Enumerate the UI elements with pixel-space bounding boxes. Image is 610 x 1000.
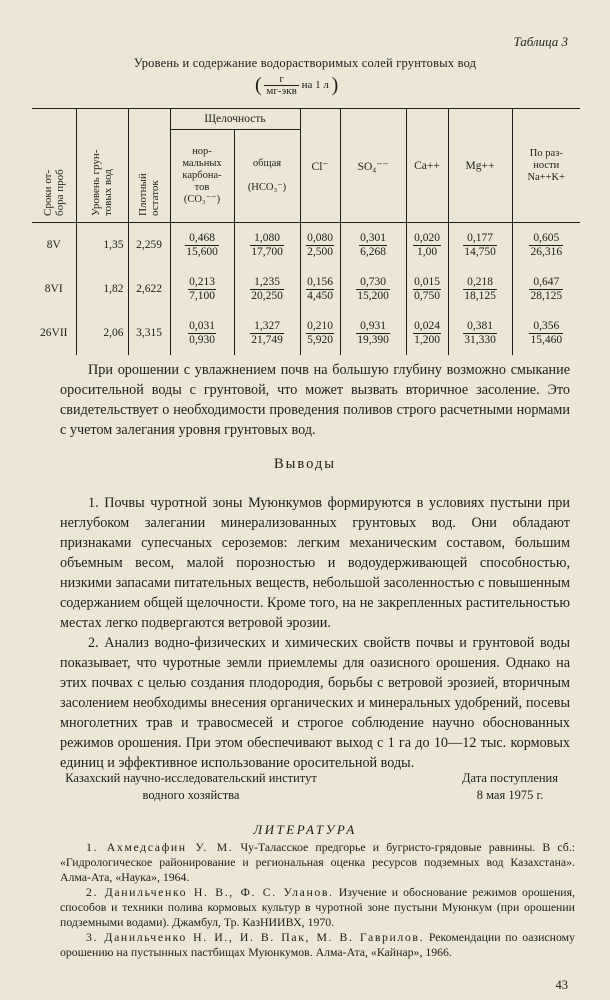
- table-title: Уровень и содержание водорастворимых солей грунтовых вод: [133, 56, 477, 70]
- header-normal-carbonates: нор- мальных карбона- тов (CO₃⁻⁻): [170, 130, 234, 223]
- cell-level: 2,06: [76, 311, 128, 355]
- date-label: Дата поступления: [462, 771, 558, 785]
- date-value: 8 мая 1975 г.: [476, 788, 544, 802]
- cell-diff: [512, 267, 580, 311]
- header-cl: Cl⁻: [300, 109, 340, 223]
- cell-mg-value: 0,024: [414, 319, 440, 332]
- received-date: [440, 770, 580, 804]
- table-units: ( $\frac{г}{\text{мг-экв}}$ на 1 л ): [255, 73, 339, 97]
- cell-meq-value: 15,200: [357, 289, 389, 302]
- cell-level: 1,82: [76, 267, 128, 311]
- cell-mg: [448, 267, 512, 311]
- cell-cl: [300, 267, 340, 311]
- cell-mg-value: 0,031: [189, 319, 215, 332]
- header-level: Уровень грун- товых вод: [76, 109, 128, 223]
- table-row: [32, 267, 580, 311]
- reference-item: 3. Данильченко Н. И., И. В. Пак, М. В. Гаврилов. Рекомендации по оазисному орошению на пустынных пастбищах Муюнкумов. Алма-Ата, «Кайнар», 1966.: [60, 930, 575, 959]
- cell-residue: 3,315: [128, 311, 170, 355]
- header-total-alkalinity: общая (HCO₃⁻): [234, 130, 300, 223]
- cell-mg-value: 0,647: [529, 276, 563, 290]
- header-residue: Плотный остаток: [128, 109, 170, 223]
- cell-cl: [300, 311, 340, 355]
- cell-date: 8VI: [44, 283, 63, 295]
- cell-level: 1,35: [76, 223, 128, 268]
- cell-residue: 2,622: [128, 267, 170, 311]
- cell-mg-value: 0,213: [189, 275, 215, 288]
- cell-mg-value: 1,080: [250, 232, 284, 246]
- conclusion-item: 1. Почвы чуротной зоны Муюнкумов формируются в условиях пустыни при неглубоком залегании минерализованных грунтовых вод. Они обладают признаками супесчаных сероземов: легким механическим составом, большим объемным весом, малой порозностью и водоудерживающей способностью, низкими запасами питательных веществ, небольшой засоленностью с повышенным содержанием общей щелочности. Кроме того, на не закрепленных растительностью местах легко подвергаются ветровой эрозии.: [60, 495, 570, 631]
- cell-mg-value: 0,730: [356, 276, 390, 290]
- cell-meq-value: 15,600: [186, 245, 218, 258]
- cell-mg-value: 0,381: [463, 320, 497, 334]
- cell-date: 8V: [46, 239, 61, 251]
- cell-mg-value: 0,931: [356, 320, 390, 334]
- cell-so4: [340, 223, 406, 268]
- cell-meq-value: 17,700: [251, 245, 283, 258]
- page-number: 43: [555, 978, 568, 992]
- cell-mg-value: 1,235: [250, 276, 284, 290]
- cell-meq-value: 26,316: [530, 245, 563, 258]
- cell-mg-value: 0,218: [463, 276, 497, 290]
- cell-ca: [406, 267, 448, 311]
- cell-mg-value: 0,177: [463, 232, 497, 246]
- cell-so4: [340, 267, 406, 311]
- salts-table: [32, 108, 580, 355]
- cell-meq-value: 20,250: [251, 289, 283, 302]
- cell-mg-value: 0,020: [414, 231, 440, 244]
- header-alkalinity: Щелочность: [170, 109, 300, 130]
- units-suffix: на 1 л: [301, 79, 329, 92]
- reference-item: 2. Данильченко Н. В., Ф. С. Уланов. Изучение и обоснование режимов орошения, способов и техники полива кормовых культур в чуротной зоне пустыни Муюнкум (при орошении подземными водами). Джамбул, Тр. КазНИИВХ, 1970.: [60, 885, 575, 929]
- cell-total: [234, 223, 300, 268]
- cell-mg-value: 1,327: [250, 320, 284, 334]
- reference-item: 1. Ахмедсафин У. М. Чу-Таласское предгорье и бугристо-грядовые равнины. В сб.: «Гидрологическое районирование и региональная оценка ресурсов подземных вод Казахстана». Алма-Ата, «Наука», 1964.: [60, 840, 575, 884]
- cell-ca: [406, 223, 448, 268]
- conclusions-heading: Выводы: [273, 456, 337, 472]
- conclusions-list: [60, 493, 570, 773]
- cell-meq-value: 14,750: [464, 245, 496, 258]
- cell-meq-value: 0,750: [414, 289, 440, 302]
- header-date: Сроки от- бора проб: [32, 109, 76, 223]
- references: [60, 840, 575, 960]
- cell-mg-value: 0,015: [414, 275, 440, 288]
- cell-residue: 2,259: [128, 223, 170, 268]
- cell-normal: [170, 311, 234, 355]
- cell-meq-value: 7,100: [189, 289, 215, 302]
- cell-mg-value: 0,080: [307, 231, 333, 244]
- units-denominator: мг-экв: [266, 85, 297, 97]
- table-row: [32, 223, 580, 268]
- cell-meq-value: 4,450: [307, 289, 333, 302]
- cell-meq-value: 15,460: [530, 333, 563, 346]
- header-diff: По раз- ности Na++K+: [512, 109, 580, 223]
- cell-normal: [170, 223, 234, 268]
- cell-meq-value: 19,390: [357, 333, 389, 346]
- cell-diff: [512, 311, 580, 355]
- cell-mg-value: 0,356: [529, 320, 563, 334]
- cell-meq-value: 18,125: [464, 289, 496, 302]
- cell-meq-value: 28,125: [530, 289, 563, 302]
- cell-date: 26VII: [40, 327, 68, 339]
- table-label: Таблица 3: [513, 34, 568, 49]
- cell-diff: [512, 223, 580, 268]
- cell-mg-value: 0,301: [360, 231, 386, 244]
- cell-meq-value: 1,200: [414, 333, 440, 346]
- institute-line1: Казахский научно-исследовательский институт: [65, 771, 317, 785]
- cell-ca: [406, 311, 448, 355]
- cell-mg-value: 0,156: [307, 275, 333, 288]
- cell-cl: [300, 223, 340, 268]
- cell-mg-value: 0,605: [529, 232, 563, 246]
- header-ca: Ca++: [406, 109, 448, 223]
- cell-mg: [448, 223, 512, 268]
- cell-meq-value: 31,330: [464, 333, 496, 346]
- cell-meq-value: 1,00: [416, 245, 438, 258]
- literature-heading: ЛИТЕРАТУРА: [253, 822, 357, 837]
- cell-mg-value: 0,210: [307, 319, 333, 332]
- units-numerator: г: [264, 74, 298, 86]
- cell-total: [234, 267, 300, 311]
- cell-total: [234, 311, 300, 355]
- cell-so4: [340, 311, 406, 355]
- institute-line2: водного хозяйства: [142, 788, 240, 802]
- cell-mg-value: 0,468: [185, 232, 219, 246]
- table-row: [32, 311, 580, 355]
- intro-paragraph: [60, 360, 570, 440]
- cell-meq-value: 6,268: [360, 245, 386, 258]
- cell-normal: [170, 267, 234, 311]
- cell-meq-value: 2,500: [307, 245, 333, 258]
- cell-meq-value: 5,920: [307, 333, 333, 346]
- header-so4: SO₄⁻⁻: [340, 109, 406, 223]
- intro-text: При орошении с увлажнением почв на большую глубину возможно смыкание оросительной воды с грунтовой, что может вызвать вторичное засоление. Это свидетельствует о необходимости проведения поливов строго расчетными нормами с учетом залегания уровня грунтовых вод.: [60, 362, 570, 438]
- cell-meq-value: 21,749: [251, 333, 283, 346]
- cell-mg: [448, 311, 512, 355]
- header-mg: Mg++: [448, 109, 512, 223]
- conclusion-item: 2. Анализ водно-физических и химических свойств почвы и грунтовой воды показывает, что чуротные земли приемлемы для оазисного орошения. Однако на этих почвах с целью создания плодородия, борьбы с ветровой эрозией, вторичным засолением необходимы внесения органических и минеральных удобрений, посевы многолетних трав и травосмесей и строгое соблюдение научно обоснованных режимов орошения. При этом обеспечивают выход с 1 га до 10—12 тыс. кормовых единиц и эффективное использование оросительной воды.: [60, 635, 570, 771]
- institute: [60, 770, 322, 804]
- table-body: [32, 223, 580, 356]
- cell-meq-value: 0,930: [189, 333, 215, 346]
